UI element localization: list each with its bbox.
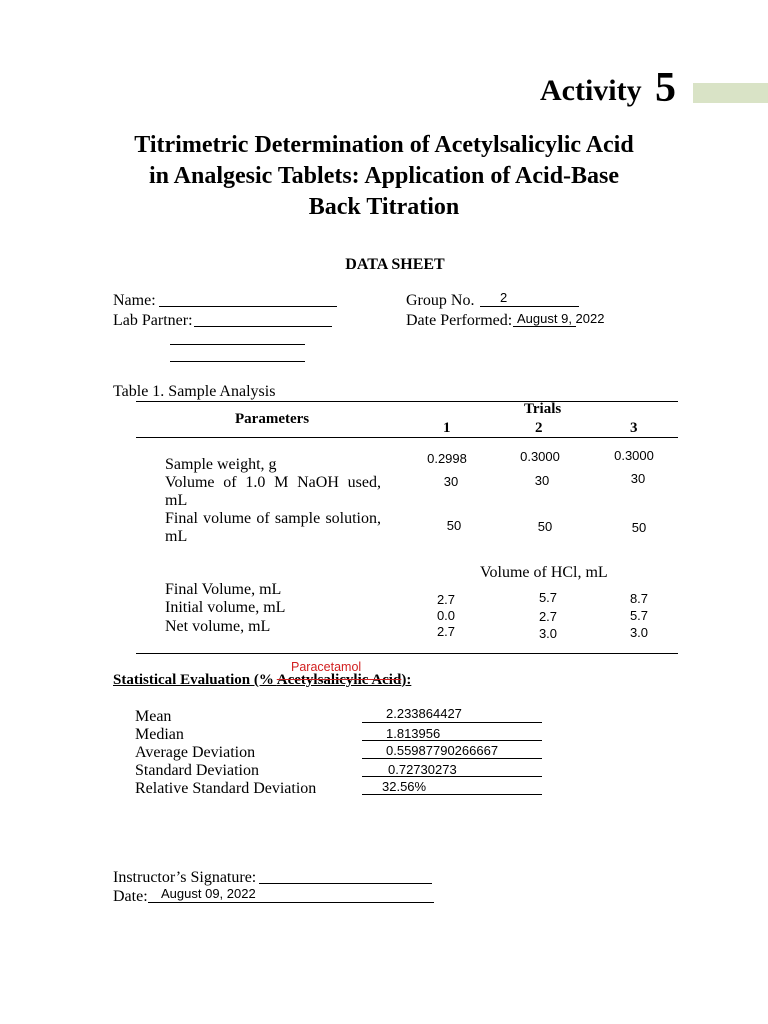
hcl-volume-header: Volume of HCl, mL bbox=[480, 564, 608, 581]
cell-hcl-net-2: 3.0 bbox=[538, 626, 558, 641]
stat-value-median: 1.813956 bbox=[386, 726, 441, 741]
row-label-hcl-initial: Initial volume, mL bbox=[165, 599, 286, 616]
stat-value-mean: 2.233864427 bbox=[386, 706, 462, 721]
stats-title-prefix: Statistical Evaluation (% bbox=[113, 672, 277, 688]
stat-value-standard-deviation: 0.72730273 bbox=[388, 762, 457, 777]
lab-partner-label: Lab Partner: bbox=[113, 312, 193, 329]
trial-3-header: 3 bbox=[630, 420, 638, 436]
cell-hcl-initial-1: 0.0 bbox=[436, 608, 456, 623]
group-field[interactable] bbox=[480, 306, 579, 307]
stat-field-mean[interactable] bbox=[362, 722, 542, 723]
group-label: Group No. bbox=[406, 292, 475, 309]
cell-hcl-final-1: 2.7 bbox=[436, 592, 456, 607]
footer-date-field[interactable] bbox=[148, 902, 434, 903]
signature-label: Instructor’s Signature: bbox=[113, 869, 257, 886]
cell-final-volume-solution-3: 50 bbox=[631, 520, 647, 535]
stats-title-struck-word: Acetylsalicylic Acid bbox=[276, 672, 402, 688]
row-label-final-volume-solution-unit: mL bbox=[165, 528, 188, 545]
cell-hcl-initial-2: 2.7 bbox=[538, 609, 558, 624]
cell-sample-weight-2: 0.3000 bbox=[520, 449, 560, 464]
name-label: Name: bbox=[113, 292, 156, 309]
title-line-3: Back Titration bbox=[308, 194, 460, 220]
trial-2-header: 2 bbox=[535, 420, 543, 436]
stats-title-suffix: ): bbox=[401, 672, 412, 688]
cell-sample-weight-1: 0.2998 bbox=[427, 451, 467, 466]
cell-hcl-net-1: 2.7 bbox=[436, 624, 456, 639]
lab-partner-field-1[interactable] bbox=[194, 326, 332, 327]
date-performed-value: August 9, 2022 bbox=[517, 311, 605, 326]
stats-title bbox=[113, 672, 411, 689]
cell-naoh-volume-1: 30 bbox=[443, 474, 459, 489]
stat-label-mean: Mean bbox=[135, 708, 172, 725]
stat-field-average-deviation[interactable] bbox=[362, 758, 542, 759]
stat-value-relative-standard-deviation: 32.56% bbox=[382, 779, 427, 794]
page-title bbox=[84, 130, 684, 223]
cell-naoh-volume-2: 30 bbox=[534, 473, 550, 488]
trial-1-header: 1 bbox=[443, 420, 451, 436]
header-accent-bar bbox=[693, 83, 768, 103]
stat-value-average-deviation: 0.55987790266667 bbox=[386, 743, 499, 758]
row-label-sample-weight: Sample weight, g bbox=[165, 456, 277, 473]
row-label-naoh-volume-unit: mL bbox=[165, 492, 188, 509]
activity-label: Activity bbox=[540, 74, 642, 107]
title-line-1: Titrimetric Determination of Acetylsalicylic Acid bbox=[134, 132, 634, 158]
row-label-hcl-final: Final Volume, mL bbox=[165, 581, 282, 598]
row-label-hcl-net: Net volume, mL bbox=[165, 618, 271, 635]
lab-partner-field-2[interactable] bbox=[170, 344, 305, 345]
stat-label-average-deviation: Average Deviation bbox=[135, 744, 256, 761]
table-top-rule bbox=[136, 401, 678, 402]
stat-label-standard-deviation: Standard Deviation bbox=[135, 762, 259, 779]
correction-annotation: Paracetamol bbox=[291, 660, 362, 674]
lab-partner-field-3[interactable] bbox=[170, 361, 305, 362]
group-value: 2 bbox=[500, 290, 508, 305]
stat-label-relative-standard-deviation: Relative Standard Deviation bbox=[135, 780, 317, 797]
cell-sample-weight-3: 0.3000 bbox=[614, 448, 654, 463]
cell-final-volume-solution-2: 50 bbox=[537, 519, 553, 534]
date-performed-field[interactable] bbox=[513, 326, 576, 327]
activity-number: 5 bbox=[655, 65, 676, 111]
trials-header: Trials bbox=[524, 401, 562, 417]
cell-naoh-volume-3: 30 bbox=[630, 471, 646, 486]
signature-field[interactable] bbox=[259, 883, 432, 884]
table-caption: Table 1. Sample Analysis bbox=[113, 383, 276, 400]
row-label-naoh-volume: Volume of 1.0 M NaOH used, bbox=[165, 474, 381, 491]
cell-hcl-final-3: 8.7 bbox=[629, 591, 649, 606]
cell-hcl-final-2: 5.7 bbox=[538, 590, 558, 605]
title-line-2: in Analgesic Tablets: Application of Acid-Base bbox=[148, 163, 620, 189]
cell-hcl-initial-3: 5.7 bbox=[629, 608, 649, 623]
table-header-rule bbox=[136, 437, 678, 438]
cell-final-volume-solution-1: 50 bbox=[446, 518, 462, 533]
table-bottom-rule bbox=[136, 653, 678, 654]
row-label-final-volume-solution: Final volume of sample solution, bbox=[165, 510, 381, 527]
parameters-header: Parameters bbox=[235, 411, 310, 427]
sheet-title: DATA SHEET bbox=[345, 256, 445, 273]
footer-date-value: August 09, 2022 bbox=[161, 886, 256, 901]
stat-label-median: Median bbox=[135, 726, 184, 743]
stat-field-relative-standard-deviation[interactable] bbox=[362, 794, 542, 795]
date-performed-label: Date Performed: bbox=[406, 312, 513, 329]
name-field[interactable] bbox=[159, 306, 337, 307]
footer-date-label: Date: bbox=[113, 888, 148, 905]
cell-hcl-net-3: 3.0 bbox=[629, 625, 649, 640]
